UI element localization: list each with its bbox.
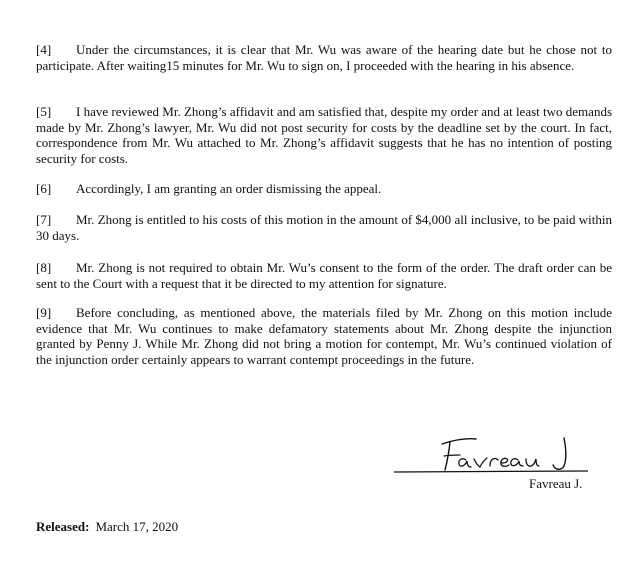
paragraph-9 [36, 305, 612, 367]
paragraph-8 [36, 260, 612, 291]
paragraph-text: Accordingly, I am granting an order dismissing the appeal. [76, 181, 382, 196]
paragraph-text: Under the circumstances, it is clear that Mr. Wu was aware of the hearing date but he chose not to participate. After waiting15 minutes for Mr. Wu to sign on, I proceeded with the hearing in his absence. [36, 42, 612, 73]
paragraph-number: [4] [36, 42, 52, 57]
paragraph-text: Mr. Zhong is entitled to his costs of this motion in the amount of $4,000 all inclusive, to be paid within 30 days. [36, 212, 612, 243]
paragraph-7 [36, 212, 612, 243]
paragraph-5 [36, 104, 612, 166]
paragraph-number: [9] [36, 305, 52, 320]
paragraph-number: [7] [36, 212, 52, 227]
paragraph-4 [36, 42, 612, 73]
release-label: Released: [36, 519, 90, 534]
judge-printed-name: Favreau J. [529, 476, 583, 491]
paragraph-number: [8] [36, 260, 52, 275]
paragraph-text: Before concluding, as mentioned above, the materials filed by Mr. Zhong on this motion include evidence that Mr. Wu continues to make defamatory statements about Mr. Zhong despite the injunction granted by Penny J. While Mr. Zhong did not bring a motion for contempt, Mr. Wu’s continued violation of the injunction order certainly appears to warrant contempt proceedings in the future. [36, 305, 612, 367]
paragraph-text: Mr. Zhong is not required to obtain Mr. Wu’s consent to the form of the order. The draft order can be sent to the Court with a request that it be directed to my attention for signature. [36, 260, 612, 291]
release-line [36, 519, 178, 534]
release-date: March 17, 2020 [95, 519, 179, 534]
paragraph-6 [36, 181, 612, 197]
paragraph-number: [6] [36, 181, 52, 196]
paragraph-text: I have reviewed Mr. Zhong’s affidavit and am satisfied that, despite my order and at least two demands made by Mr. Zhong’s lawyer, Mr. Wu did not post security for costs by the deadline set by the court. In fact, correspondence from Mr. Wu attached to Mr. Zhong’s affidavit suggests that he has no intention of posting security for costs. [36, 104, 612, 166]
paragraph-number: [5] [36, 104, 52, 119]
